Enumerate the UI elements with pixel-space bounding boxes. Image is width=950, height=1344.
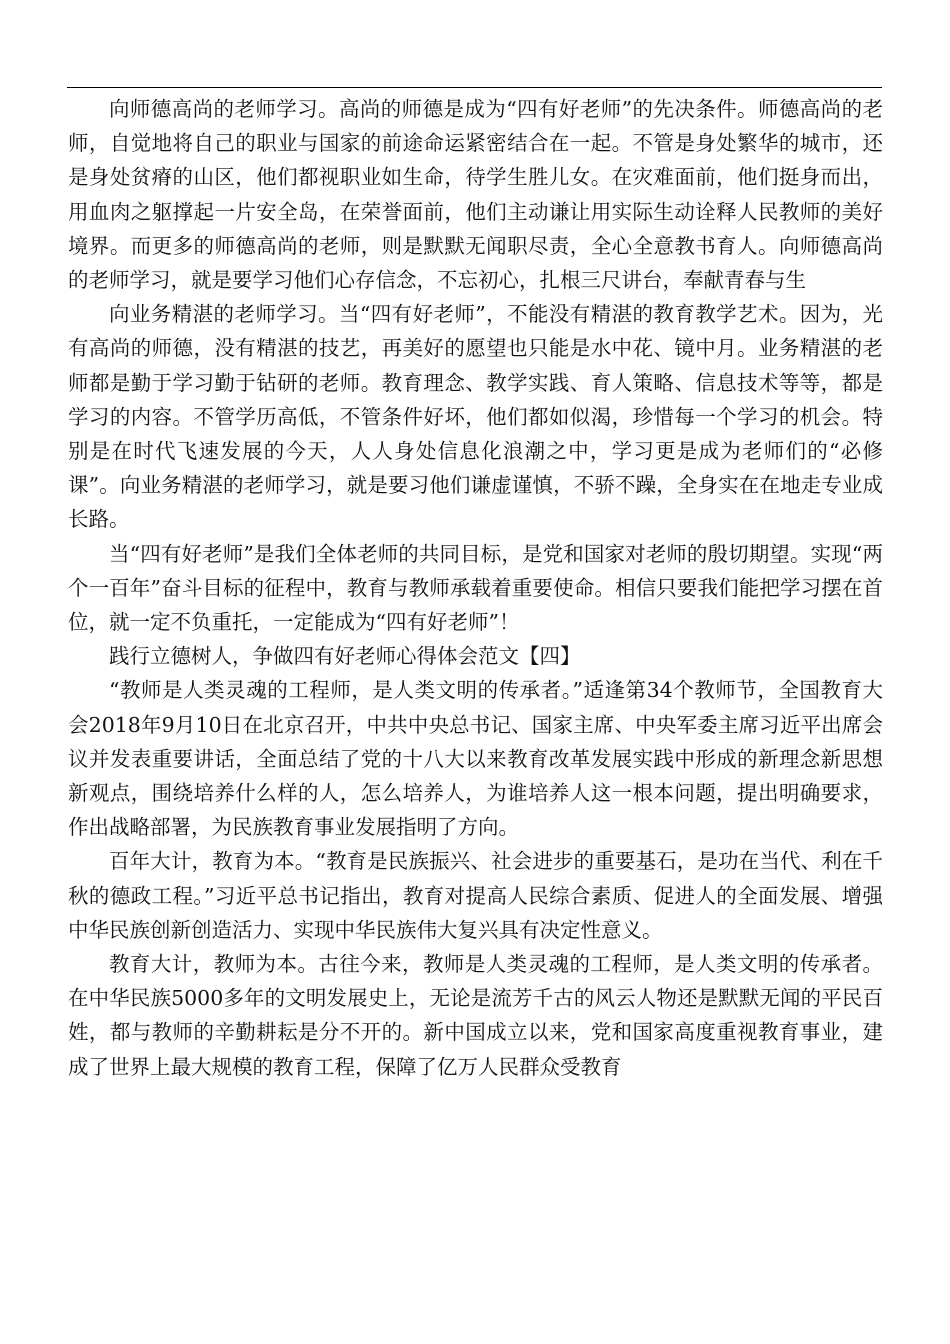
- paragraph-common-goal: 当“四有好老师”是我们全体老师的共同目标，是党和国家对老师的殷切期望。实现“两个一百年”奋斗目标的征程中，教育与教师承载着重要使命。相信只要我们能把学习摆在首位，就一定不负重托，一定能成为“四有好老师”！: [68, 541, 883, 635]
- paragraph-teachers-foundation: 教育大计，教师为本。古往今来，教师是人类灵魂的工程师，是人类文明的传承者。在中华民族5000多年的文明发展史上，无论是流芳千古的风云人物还是默默无闻的平民百姓，都与教师的辛勤耕耘是分不开的。新中国成立以来，党和国家高度重视教育事业，建成了世界上最大规模的教育工程，保障了亿万人民群众受教育: [68, 952, 883, 1079]
- section-heading: 践行立德树人，争做四有好老师心得体会范文【四】: [109, 644, 581, 669]
- paragraph-professional-skill: 向业务精湛的老师学习。当“四有好老师”，不能没有精湛的教育教学艺术。因为，光有高尚的师德，没有精湛的技艺，再美好的愿望也只能是水中花、镜中月。业务精湛的老师都是勤于学习勤于钻研的老师。教育理念、教学实践、育人策略、信息技术等等，都是学习的内容。不管学历高低，不管条件好坏，他们都如似渴，珍惜每一个学习的机会。特别是在时代飞速发展的今天，人人身处信息化浪潮之中，学习更是成为老师们的“必修课”。向业务精湛的老师学习，就是要习他们谦虚谨慎，不骄不躁，全身实在在地走专业成长路。: [68, 302, 883, 532]
- header-rule: [67, 87, 882, 88]
- document-body: [68, 92, 883, 1084]
- paragraph-teacher-ethics: 向师德高尚的老师学习。高尚的师德是成为“四有好老师”的先决条件。师德高尚的老师，自觉地将自己的职业与国家的前途命运紧密结合在一起。不管是身处繁华的城市，还是身处贫瘠的山区，他们都视职业如生命，待学生胜儿女。在灾难面前，他们挺身而出，用血肉之躯撑起一片安全岛，在荣誉面前，他们主动谦让用实际生动诠释人民教师的美好境界。而更多的师德高尚的老师，则是默默无闻职尽责，全心全意教书育人。向师德高尚的老师学习，就是要学习他们心存信念，不忘初心，扎根三尺讲台，奉献青春与生: [68, 97, 883, 293]
- paragraph-education-foundation: 百年大计，教育为本。“教育是民族振兴、社会进步的重要基石，是功在当代、利在千秋的德政工程。”习近平总书记指出，教育对提高人民综合素质、促进人的全面发展、增强中华民族创新创造活力、实现中华民族伟大复兴具有决定性意义。: [68, 849, 883, 942]
- paragraph-national-conference: “教师是人类灵魂的工程师，是人类文明的传承者。”适逢第34个教师节，全国教育大会2018年9月10日在北京召开，中共中央总书记、国家主席、中央军委主席习近平出席会议并发表重要讲话，全面总结了党的十八大以来教育改革发展实践中形成的新理念新思想新观点，围绕培养什么样的人，怎么培养人，为谁培养人这一根本问题，提出明确要求，作出战略部署，为民族教育事业发展指明了方向。: [68, 678, 883, 840]
